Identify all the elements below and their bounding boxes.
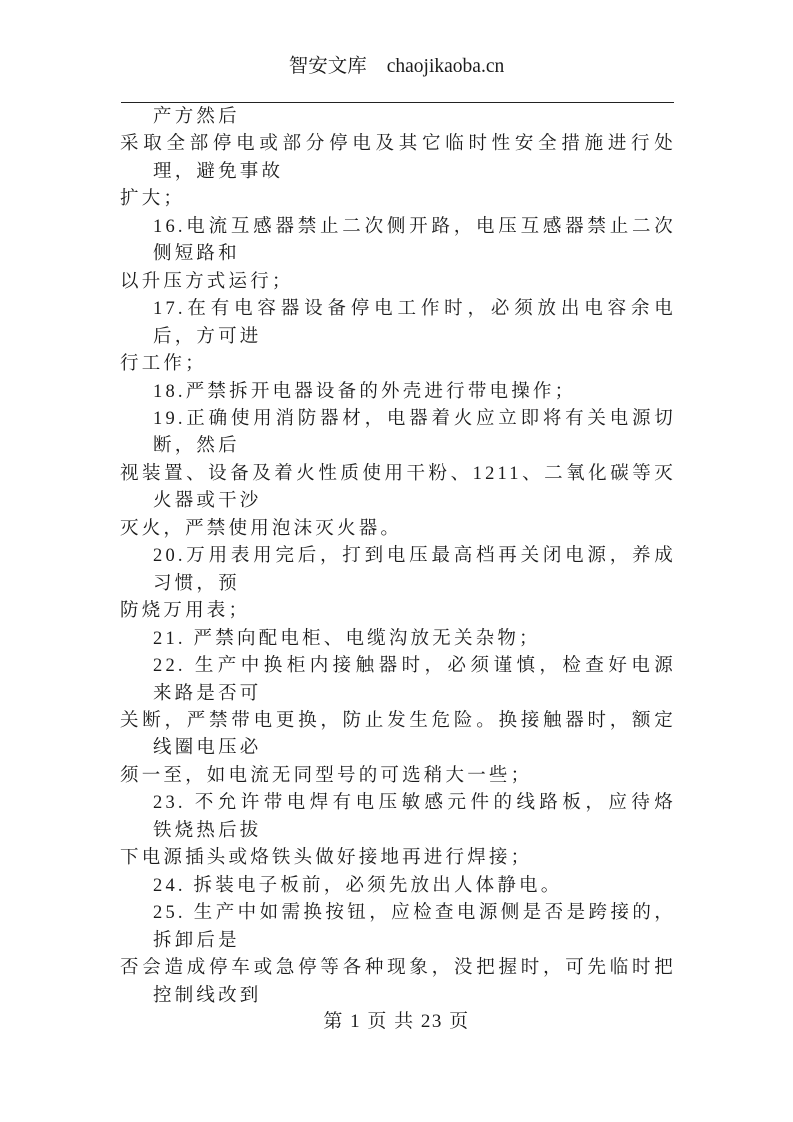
text-line: 控制线改到 <box>153 985 262 1006</box>
text-line: 行工作； <box>120 354 207 375</box>
text-line: 理，避免事故 <box>153 161 284 182</box>
text-line: 须一至，如电流无同型号的可选稍大一些； <box>120 765 533 786</box>
text-line: 侧短路和 <box>153 244 240 265</box>
text-line: 21. 严禁向配电柜、电缆沟放无关杂物； <box>153 628 541 649</box>
text-line: 下电源插头或烙铁头做好接地再进行焊接； <box>120 848 533 869</box>
text-line: 以升压方式运行； <box>120 271 294 292</box>
text-line: 产方然后 <box>153 107 240 127</box>
page-footer <box>0 1008 793 1035</box>
text-line: 扩大； <box>120 189 186 210</box>
text-line: 断，然后 <box>153 436 240 457</box>
text-line: 17.在有电容器设备停电工作时，必须放出电容余电 <box>153 299 676 320</box>
text-line: 线圈电压必 <box>153 738 262 759</box>
text-line: 采取全部停电或部分停电及其它临时性安全措施进行处 <box>120 134 676 155</box>
text-line: 18.严禁拆开电器设备的外壳进行带电操作； <box>153 381 577 402</box>
page-number-text: 第 1 页 共 23 页 <box>323 1011 470 1032</box>
text-line: 关断，严禁带电更换，防止发生危险。换接触器时，额定 <box>120 710 676 731</box>
header-divider <box>121 102 674 103</box>
text-line: 16.电流互感器禁止二次侧开路，电压互感器禁止二次 <box>153 216 676 237</box>
text-line: 22. 生产中换柜内接触器时，必须谨慎，检查好电源 <box>153 656 676 677</box>
text-line: 拆卸后是 <box>153 930 240 951</box>
text-line: 后，方可进 <box>153 326 262 347</box>
text-line: 来路是否可 <box>153 683 262 704</box>
text-line: 火器或干沙 <box>153 491 262 512</box>
page-header <box>0 53 793 80</box>
text-line: 19.正确使用消防器材，电器着火应立即将有关电源切 <box>153 408 676 429</box>
text-line: 防烧万用表； <box>120 601 251 622</box>
text-line: 20.万用表用完后，打到电压最高档再关闭电源，养成 <box>153 546 676 567</box>
site-name: 智安文库 <box>288 56 367 77</box>
text-line: 24. 拆装电子板前，必须先放出人体静电。 <box>153 875 563 896</box>
text-line: 灭火，严禁使用泡沫灭火器。 <box>120 518 403 539</box>
text-line: 铁烧热后拔 <box>153 820 262 841</box>
text-line: 23. 不允许带电焊有电压敏感元件的线路板，应待烙 <box>153 793 676 814</box>
document-body <box>120 104 676 1010</box>
text-line: 习惯，预 <box>153 573 240 594</box>
text-line: 否会造成停车或急停等各种现象，没把握时，可先临时把 <box>120 958 676 979</box>
text-line: 25. 生产中如需换按钮，应检查电源侧是否是跨接的， <box>153 903 676 924</box>
site-url: chaojikaoba.cn <box>386 56 505 77</box>
text-line: 视装置、设备及着火性质使用干粉、1211、二氧化碳等灭 <box>120 463 676 484</box>
